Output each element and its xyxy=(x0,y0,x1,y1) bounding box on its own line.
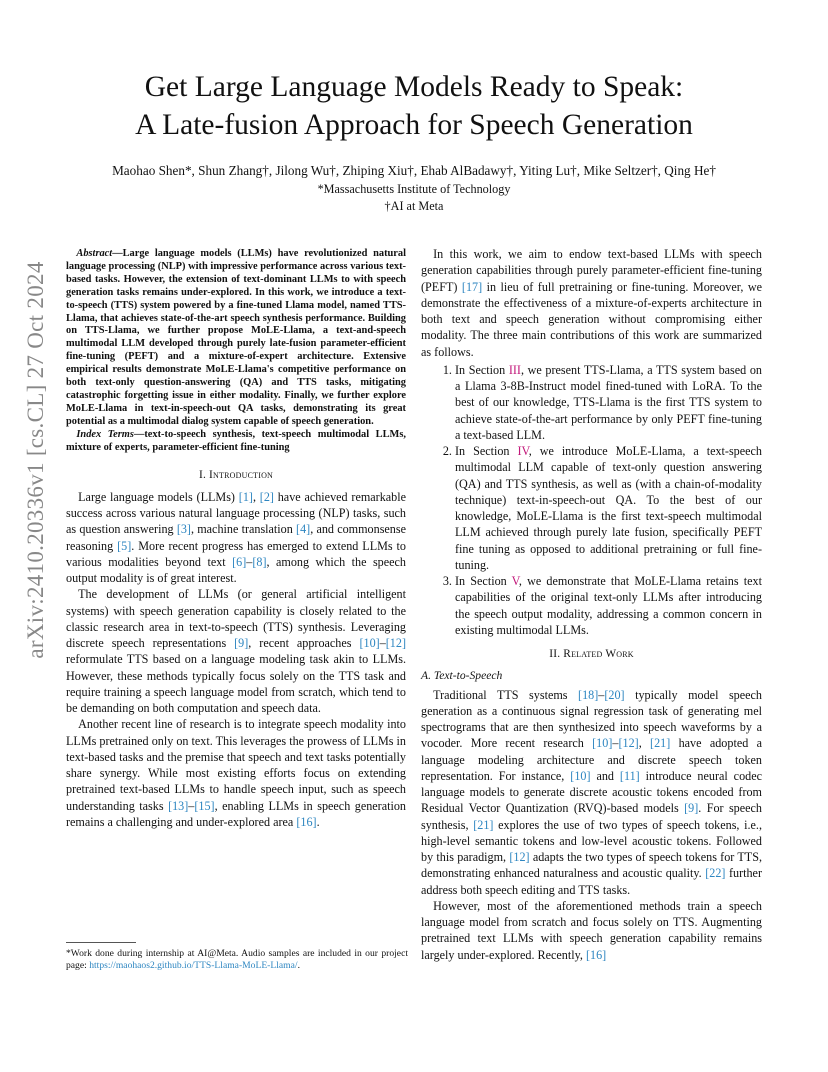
text-run: – xyxy=(598,687,605,702)
related-paragraph-1 xyxy=(421,687,762,898)
citation-link[interactable]: [21] xyxy=(650,736,671,751)
text-run: . xyxy=(316,814,320,829)
text-run: In Section xyxy=(455,574,512,588)
index-terms-text: —text-to-speech synthesis, text-speech multimodal LLMs, mixture of experts, parameter-efficient fine-tuning xyxy=(66,428,406,453)
text-run: adapts the two types of speech tokens for TTS, demonstrating enhanced naturalness and acoustic quality. xyxy=(421,850,762,881)
citation-link[interactable]: [16] xyxy=(585,947,607,962)
text-run: , machine translation xyxy=(190,522,297,537)
footnote xyxy=(66,948,408,972)
text-run: – xyxy=(612,736,619,751)
text-run: , recent approaches xyxy=(248,636,360,650)
text-run: , we present TTS-Llama, a TTS system based on a Llama 3-8B-Instruct model fined-tuned with LoRA. To the best of our knowledge, TTS-Llama is the first TTS system to achieve state-of-the-art performance by only PEFT fine-tuning a text-based LLM. xyxy=(455,362,762,442)
author-list: Maohao Shen*, Shun Zhang†, Jilong Wu†, Zhiping Xiu†, Ehab AlBadawy†, Yiting Lu†, Mike Seltzer†, Qing He† xyxy=(112,163,716,178)
text-run: typically model speech generation as a continuous signal regression task of generating mel spectrograms that are then synthesized into speech waveforms by a vocoder. More recent research xyxy=(421,687,762,751)
text-run: , among which the speech output modality is of great interest. xyxy=(66,554,406,585)
intro-paragraph-3 xyxy=(66,716,406,830)
text-run: In Section xyxy=(455,362,509,377)
citation-link[interactable]: [12] xyxy=(618,736,639,751)
text-run: . For speech synthesis, xyxy=(421,801,762,832)
citation-link[interactable]: [1] xyxy=(238,489,253,504)
text-run: , xyxy=(252,489,260,504)
text-run: reformulate TTS based on a language modeling task akin to LLMs. However, these methods typically focus solely on the TTS task and require training a speech language model from scratch, which tend to be demanding on both computation and speech data. xyxy=(66,652,406,715)
text-run: in lieu of full pretraining or fine-tuning. Moreover, we demonstrate the effectiveness of a mixture-of-experts architecture in both text and speech generation without compromising either modality. The three main contributions of this work are summarized as follows. xyxy=(421,279,762,359)
section-reference-link[interactable]: V xyxy=(511,574,519,588)
citation-link[interactable]: [12] xyxy=(385,636,406,650)
citation-link[interactable]: [17] xyxy=(461,279,483,294)
text-run: In Section xyxy=(455,444,518,458)
citation-link[interactable]: [15] xyxy=(194,798,215,813)
contribution-list xyxy=(421,362,762,638)
text-run: Large language models (LLMs) xyxy=(78,489,239,504)
text-run: , xyxy=(638,736,651,751)
citation-link[interactable]: [13] xyxy=(168,798,189,813)
citation-link[interactable]: [3] xyxy=(176,522,191,537)
project-page-link[interactable]: https://maohaos2.github.io/TTS-Llama-MoLE-Llama/ xyxy=(89,960,298,971)
text-run: Another recent line of research is to integrate speech modality into LLMs pretrained only on text. This leverages the prowess of LLMs in text-based tasks and the premise that speech and text tasks potentially share synergy. While most existing efforts focus on extending pretrained text-based LLMs to handle speech input, such as speech understanding tasks xyxy=(66,717,406,813)
text-run: further address both speech editing and TTS tasks. xyxy=(421,866,762,897)
arxiv-identifier: arXiv:2410.20336v1 [cs.CL] 27 Oct 2024 xyxy=(23,261,48,659)
contribution-item xyxy=(455,443,762,573)
text-run: – xyxy=(379,636,386,650)
text-run: Traditional TTS systems xyxy=(433,687,579,702)
citation-link[interactable]: [9] xyxy=(234,636,249,650)
subsection-heading-tts: A. Text-to-Speech xyxy=(421,669,503,683)
citation-link[interactable]: [10] xyxy=(592,736,613,751)
citation-link[interactable]: [4] xyxy=(296,522,311,537)
citation-link[interactable]: [20] xyxy=(604,687,625,702)
citation-link[interactable]: [8] xyxy=(252,554,267,569)
contribution-item xyxy=(455,573,762,638)
footnote-text: *Work done during internship at AI@Meta. Audio samples are included in our project page: xyxy=(66,948,408,971)
text-run: However, most of the aforementioned methods train a speech language model from scratch and focus solely on TTS. Augmenting pretrained text LLMs with speech generation capability remains largely under-explored. Recently, xyxy=(421,898,762,962)
text-run: , and commonsense reasoning xyxy=(66,522,406,553)
intro-paragraph-2 xyxy=(66,586,406,716)
text-run: – xyxy=(188,798,195,813)
related-paragraph-2 xyxy=(421,898,762,963)
section-reference-link[interactable]: IV xyxy=(517,444,529,458)
section-heading-introduction: I. Introduction xyxy=(198,468,274,481)
paper-title xyxy=(40,68,788,144)
citation-link[interactable]: [16] xyxy=(296,814,317,829)
text-run: and xyxy=(590,768,620,783)
section-reference-link[interactable]: III xyxy=(508,362,521,377)
text-run: The development of LLMs (or general artificial intelligent systems) with speech generation capability is closely related to the classic research area in text-to-speech (TTS) synthesis. Leveraging discrete speech representations xyxy=(66,587,406,650)
abstract-label: Abstract xyxy=(76,248,113,259)
citation-link[interactable]: [9] xyxy=(684,801,699,816)
text-run: explores the use of two types of speech tokens, i.e., high-level semantic tokens and low-level acoustic tokens. Followed by this paradigm, xyxy=(421,817,762,864)
footnote-divider xyxy=(66,942,136,943)
citation-link[interactable]: [18] xyxy=(578,687,599,702)
affiliation-mit: *Massachusetts Institute of Technology xyxy=(317,182,511,196)
citation-link[interactable]: [6] xyxy=(232,554,247,569)
citation-link[interactable]: [12] xyxy=(509,850,530,864)
abstract xyxy=(66,248,406,429)
citation-link[interactable]: [22] xyxy=(705,866,726,881)
abstract-text: —Large language models (LLMs) have revolutionized natural language processing (NLP) with impressive performance across various text-based tasks. However, the extension of text-dominant LLMs to with speech generation tasks remains under-explored. In this work, we introduce a text-to-speech (TTS) system powered by a fine-tuned Llama model, named TTS-Llama, that achieves state-of-the-art speech synthesis performance. Building on TTS-Llama, we further propose MoLE-Llama, a text-and-speech multimodal LLM developed through purely late-fusion parameter-efficient fine-tuning (PEFT) and a mixture-of-expert architecture. Extensive empirical results demonstrate MoLE-Llama's competitive performance on both text-only question-answering (QA) and TTS tasks, mitigating catastrophic forgetting issue in either modality. Finally, we further explore MoLE-Llama in text-in-speech-out QA tasks, demonstrating its great potential as a multimodal dialog system capable of speech generation. xyxy=(66,248,406,427)
text-run: In this work, we aim to endow text-based LLMs with speech generation capabilities through purely parameter-efficient fine-tuning (PEFT) xyxy=(421,247,762,294)
title-line-1: Get Large Language Models Ready to Speak: xyxy=(144,71,684,103)
text-run: introduce neural codec language models to generate discrete acoustic tokens encoded from Residual Vector Quantization (RVQ)-based models xyxy=(421,768,762,816)
citation-link[interactable]: [5] xyxy=(117,538,132,553)
index-terms-label: Index Terms xyxy=(76,428,134,440)
footnote-end: . xyxy=(297,960,300,971)
text-run: , enabling LLMs in speech generation remains a challenging and under-explored area xyxy=(66,798,406,829)
text-run: have achieved remarkable success across various natural language processing (NLP) tasks, such as question answering xyxy=(66,489,406,537)
section-heading-related-work: II. Related Work xyxy=(549,648,634,660)
contribution-item xyxy=(455,362,762,443)
citation-link[interactable]: [10] xyxy=(570,768,591,783)
intro-paragraph-1 xyxy=(66,489,406,587)
text-run: – xyxy=(246,554,253,569)
right-column xyxy=(421,246,762,963)
title-line-2: A Late-fusion Approach for Speech Generation xyxy=(135,109,693,141)
text-run: have adopted a language modeling architecture and discrete speech token representation. For instance, xyxy=(421,736,762,783)
text-run: , we demonstrate that MoLE-Llama retains text capabilities of the original text-only LLMs after introducing the speech output modality, addressing a common concern in existing multimodal LLMs. xyxy=(455,574,762,637)
text-run: . More recent progress has emerged to extend LLMs to various modalities beyond text xyxy=(66,538,407,569)
right-paragraph-1 xyxy=(421,246,762,360)
index-terms xyxy=(66,429,406,455)
citation-link[interactable]: [11] xyxy=(619,768,640,783)
text-run: , we introduce MoLE-Llama, a text-speech multimodal LLM capable of text-only question answering (QA) and TTS synthesis, as well as (with a chain-of-modality technique) text-in-speech-out QA. To the best of our knowledge, MoLE-Llama is the first text-speech multimodal LLM achieved through purely late fusion, specifically PEFT fine tuning as opposed to additional pretraining or full fine-tuning. xyxy=(455,444,762,572)
citation-link[interactable]: [21] xyxy=(473,817,494,832)
citation-link[interactable]: [2] xyxy=(259,489,274,504)
citation-link[interactable]: [10] xyxy=(359,636,380,650)
affiliation-meta: †AI at Meta xyxy=(384,199,444,213)
left-column xyxy=(66,248,406,830)
